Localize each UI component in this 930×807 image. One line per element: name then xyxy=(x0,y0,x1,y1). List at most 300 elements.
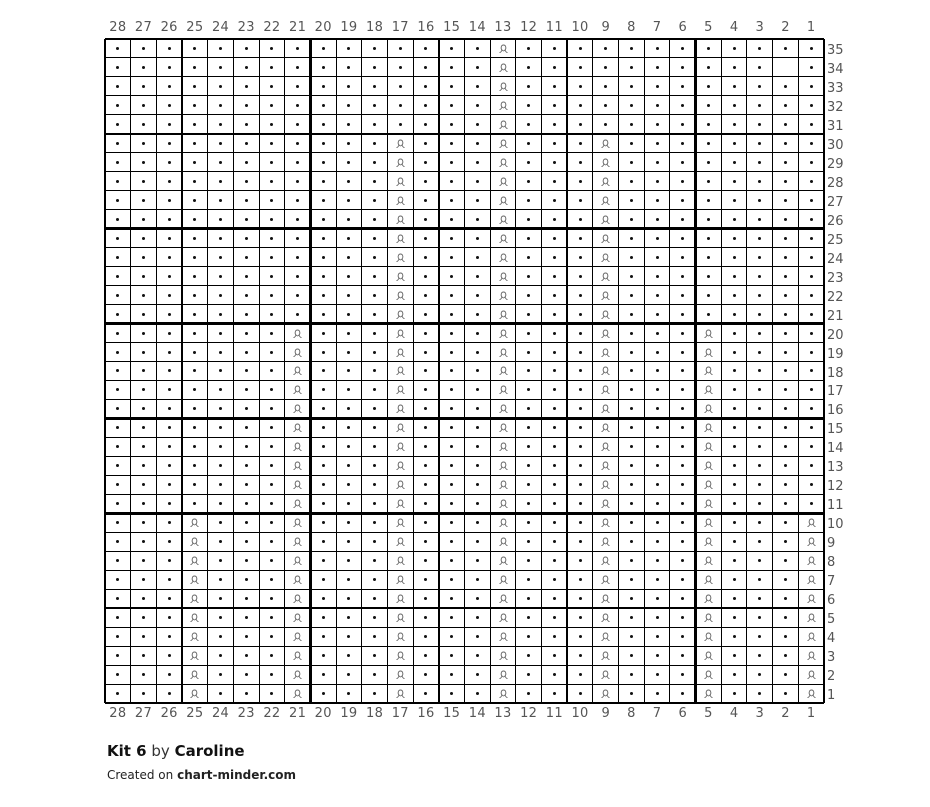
purl-dot-icon xyxy=(296,85,299,88)
column-number: 8 xyxy=(627,706,636,721)
twisted-stitch-icon xyxy=(498,62,509,73)
purl-dot-icon xyxy=(142,559,145,562)
purl-dot-icon xyxy=(784,256,787,259)
chart-cell xyxy=(105,58,131,77)
purl-dot-icon xyxy=(630,218,633,221)
chart-cell xyxy=(593,456,619,475)
chart-cell xyxy=(285,551,311,570)
purl-dot-icon xyxy=(116,464,119,467)
chart-cell xyxy=(208,58,234,77)
chart-cell xyxy=(105,646,131,665)
purl-dot-icon xyxy=(322,559,325,562)
purl-dot-icon xyxy=(347,294,350,297)
chart-cell xyxy=(208,362,234,381)
chart-cell xyxy=(182,380,208,399)
grid-line xyxy=(541,39,542,703)
purl-dot-icon xyxy=(347,540,350,543)
chart-cell xyxy=(413,589,439,608)
chart-cell xyxy=(439,248,465,267)
chart-cell xyxy=(310,286,336,305)
purl-dot-icon xyxy=(424,673,427,676)
purl-dot-icon xyxy=(784,351,787,354)
purl-dot-icon xyxy=(733,426,736,429)
purl-dot-icon xyxy=(476,407,479,410)
chart-cell xyxy=(619,324,645,343)
chart-cell xyxy=(259,172,285,191)
chart-cell xyxy=(567,380,593,399)
purl-dot-icon xyxy=(527,388,530,391)
purl-dot-icon xyxy=(142,502,145,505)
chart-cell xyxy=(465,437,491,456)
purl-dot-icon xyxy=(168,692,171,695)
chart-cell xyxy=(208,665,234,684)
chart-cell xyxy=(387,665,413,684)
chart-cell xyxy=(208,399,234,418)
chart-cell xyxy=(798,286,824,305)
row-number: 5 xyxy=(827,612,836,628)
chart-cell xyxy=(567,362,593,381)
chart-cell xyxy=(644,191,670,210)
chart-cell xyxy=(798,191,824,210)
twisted-stitch-icon xyxy=(498,365,509,376)
purl-dot-icon xyxy=(270,445,273,448)
chart-cell xyxy=(208,153,234,172)
purl-dot-icon xyxy=(758,369,761,372)
purl-dot-icon xyxy=(656,313,659,316)
chart-cell xyxy=(747,589,773,608)
chart-cell xyxy=(798,115,824,134)
column-number: 16 xyxy=(417,706,435,721)
purl-dot-icon xyxy=(630,654,633,657)
chart-cell xyxy=(542,191,568,210)
chart-cell xyxy=(721,665,747,684)
purl-dot-icon xyxy=(373,597,376,600)
chart-cell xyxy=(233,684,259,703)
chart-cell xyxy=(182,286,208,305)
purl-dot-icon xyxy=(270,654,273,657)
purl-dot-icon xyxy=(322,180,325,183)
purl-dot-icon xyxy=(733,351,736,354)
purl-dot-icon xyxy=(579,85,582,88)
chart-cell xyxy=(413,418,439,437)
purl-dot-icon xyxy=(322,294,325,297)
chart-cell xyxy=(208,589,234,608)
purl-dot-icon xyxy=(270,85,273,88)
chart-cell xyxy=(259,532,285,551)
chart-cell xyxy=(156,58,182,77)
chart-cell xyxy=(285,134,311,153)
chart-cell xyxy=(387,343,413,362)
chart-cell xyxy=(259,362,285,381)
chart-cell xyxy=(465,362,491,381)
chart-cell xyxy=(259,286,285,305)
chart-cell xyxy=(798,77,824,96)
chart-cell xyxy=(490,324,516,343)
chart-cell xyxy=(439,456,465,475)
twisted-stitch-icon xyxy=(600,593,611,604)
purl-dot-icon xyxy=(681,66,684,69)
row-number: 8 xyxy=(827,555,836,571)
purl-dot-icon xyxy=(656,85,659,88)
grid-line xyxy=(181,39,184,703)
purl-dot-icon xyxy=(296,199,299,202)
chart-cell xyxy=(362,684,388,703)
purl-dot-icon xyxy=(347,464,350,467)
pattern-title xyxy=(107,742,245,760)
purl-dot-icon xyxy=(116,578,119,581)
chart-cell xyxy=(516,418,542,437)
chart-cell xyxy=(670,248,696,267)
chart-cell xyxy=(131,172,157,191)
chart-cell xyxy=(773,513,799,532)
chart-cell xyxy=(310,646,336,665)
purl-dot-icon xyxy=(681,369,684,372)
chart-cell xyxy=(773,58,799,77)
purl-dot-icon xyxy=(579,142,582,145)
chart-cell xyxy=(773,172,799,191)
chart-cell xyxy=(747,627,773,646)
chart-cell xyxy=(721,608,747,627)
purl-dot-icon xyxy=(219,123,222,126)
chart-cell xyxy=(670,399,696,418)
purl-dot-icon xyxy=(245,256,248,259)
column-number: 28 xyxy=(109,20,127,35)
chart-cell xyxy=(721,494,747,513)
created-on-text: Created on xyxy=(107,768,174,782)
chart-cell xyxy=(542,58,568,77)
grid-line xyxy=(105,702,824,705)
column-number: 11 xyxy=(545,20,563,35)
purl-dot-icon xyxy=(142,426,145,429)
purl-dot-icon xyxy=(450,407,453,410)
twisted-stitch-icon xyxy=(806,517,817,528)
purl-dot-icon xyxy=(424,369,427,372)
purl-dot-icon xyxy=(810,218,813,221)
chart-cell xyxy=(696,456,722,475)
chart-cell xyxy=(567,570,593,589)
chart-cell xyxy=(362,362,388,381)
chart-cell xyxy=(310,456,336,475)
chart-cell xyxy=(105,437,131,456)
purl-dot-icon xyxy=(604,104,607,107)
twisted-stitch-icon xyxy=(395,612,406,623)
purl-dot-icon xyxy=(424,332,427,335)
column-number: 12 xyxy=(520,706,538,721)
chart-cell xyxy=(156,475,182,494)
twisted-stitch-icon xyxy=(498,328,509,339)
purl-dot-icon xyxy=(193,104,196,107)
purl-dot-icon xyxy=(347,180,350,183)
purl-dot-icon xyxy=(758,464,761,467)
purl-dot-icon xyxy=(450,218,453,221)
chart-cell xyxy=(644,286,670,305)
twisted-stitch-icon xyxy=(806,555,817,566)
chart-cell xyxy=(259,229,285,248)
chart-cell xyxy=(670,589,696,608)
chart-cell xyxy=(310,437,336,456)
purl-dot-icon xyxy=(322,351,325,354)
chart-cell xyxy=(413,399,439,418)
purl-dot-icon xyxy=(656,123,659,126)
purl-dot-icon xyxy=(193,332,196,335)
twisted-stitch-icon xyxy=(189,536,200,547)
purl-dot-icon xyxy=(656,199,659,202)
purl-dot-icon xyxy=(245,332,248,335)
grid-line xyxy=(798,39,799,703)
purl-dot-icon xyxy=(810,256,813,259)
purl-dot-icon xyxy=(553,351,556,354)
chart-cell xyxy=(439,305,465,324)
chart-cell xyxy=(696,646,722,665)
purl-dot-icon xyxy=(579,332,582,335)
chart-cell xyxy=(542,646,568,665)
chart-cell xyxy=(567,153,593,172)
grid-line xyxy=(105,551,824,552)
chart-cell xyxy=(387,39,413,58)
chart-cell xyxy=(208,475,234,494)
site-link[interactable]: chart-minder.com xyxy=(177,768,296,782)
purl-dot-icon xyxy=(758,426,761,429)
purl-dot-icon xyxy=(116,388,119,391)
chart-cell xyxy=(542,627,568,646)
chart-cell xyxy=(773,362,799,381)
twisted-stitch-icon xyxy=(292,328,303,339)
chart-cell xyxy=(362,513,388,532)
chart-cell xyxy=(208,343,234,362)
chart-cell xyxy=(259,380,285,399)
row-number: 30 xyxy=(827,137,844,153)
chart-cell xyxy=(721,418,747,437)
chart-cell xyxy=(516,39,542,58)
purl-dot-icon xyxy=(373,464,376,467)
purl-dot-icon xyxy=(116,369,119,372)
purl-dot-icon xyxy=(810,388,813,391)
chart-cell xyxy=(439,437,465,456)
chart-cell xyxy=(747,172,773,191)
purl-dot-icon xyxy=(579,66,582,69)
twisted-stitch-icon xyxy=(600,555,611,566)
chart-cell xyxy=(567,551,593,570)
chart-cell xyxy=(696,191,722,210)
twisted-stitch-icon xyxy=(600,631,611,642)
twisted-stitch-icon xyxy=(498,138,509,149)
purl-dot-icon xyxy=(116,635,119,638)
purl-dot-icon xyxy=(142,521,145,524)
chart-cell xyxy=(773,684,799,703)
purl-dot-icon xyxy=(553,483,556,486)
purl-dot-icon xyxy=(347,199,350,202)
chart-cell xyxy=(208,248,234,267)
chart-cell xyxy=(208,418,234,437)
chart-cell xyxy=(413,570,439,589)
chart-cell xyxy=(490,229,516,248)
purl-dot-icon xyxy=(270,407,273,410)
purl-dot-icon xyxy=(219,332,222,335)
chart-cell xyxy=(567,210,593,229)
twisted-stitch-icon xyxy=(395,214,406,225)
purl-dot-icon xyxy=(450,85,453,88)
chart-cell xyxy=(619,96,645,115)
chart-cell xyxy=(362,456,388,475)
chart-cell xyxy=(439,589,465,608)
purl-dot-icon xyxy=(553,161,556,164)
chart-cell xyxy=(182,456,208,475)
chart-cell xyxy=(233,418,259,437)
purl-dot-icon xyxy=(810,142,813,145)
purl-dot-icon xyxy=(424,521,427,524)
chart-cell xyxy=(619,343,645,362)
chart-cell xyxy=(670,513,696,532)
twisted-stitch-icon xyxy=(292,555,303,566)
chart-cell xyxy=(747,267,773,286)
purl-dot-icon xyxy=(784,218,787,221)
chart-cell xyxy=(105,305,131,324)
chart-cell xyxy=(131,343,157,362)
chart-cell xyxy=(747,286,773,305)
chart-cell xyxy=(439,77,465,96)
twisted-stitch-icon xyxy=(703,517,714,528)
purl-dot-icon xyxy=(347,597,350,600)
chart-cell xyxy=(593,627,619,646)
row-number: 22 xyxy=(827,289,844,305)
purl-dot-icon xyxy=(168,445,171,448)
chart-cell xyxy=(131,248,157,267)
chart-cell xyxy=(208,513,234,532)
chart-cell xyxy=(131,665,157,684)
purl-dot-icon xyxy=(450,578,453,581)
grid-line xyxy=(105,227,824,230)
chart-cell xyxy=(721,134,747,153)
twisted-stitch-icon xyxy=(395,441,406,452)
twisted-stitch-icon xyxy=(600,650,611,661)
chart-cell xyxy=(336,172,362,191)
chart-cell xyxy=(233,77,259,96)
twisted-stitch-icon xyxy=(498,271,509,282)
chart-cell xyxy=(773,494,799,513)
purl-dot-icon xyxy=(116,47,119,50)
chart-cell xyxy=(490,589,516,608)
chart-cell xyxy=(773,627,799,646)
chart-cell xyxy=(619,456,645,475)
chart-cell xyxy=(182,343,208,362)
purl-dot-icon xyxy=(707,161,710,164)
purl-dot-icon xyxy=(707,123,710,126)
purl-dot-icon xyxy=(707,47,710,50)
purl-dot-icon xyxy=(116,66,119,69)
chart-cell xyxy=(773,456,799,475)
grid-line xyxy=(105,209,824,210)
chart-cell xyxy=(439,532,465,551)
purl-dot-icon xyxy=(193,351,196,354)
purl-dot-icon xyxy=(245,464,248,467)
purl-dot-icon xyxy=(681,332,684,335)
purl-dot-icon xyxy=(270,369,273,372)
chart-cell xyxy=(773,324,799,343)
chart-cell xyxy=(619,589,645,608)
purl-dot-icon xyxy=(296,313,299,316)
twisted-stitch-icon xyxy=(498,347,509,358)
chart-cell xyxy=(798,437,824,456)
purl-dot-icon xyxy=(347,616,350,619)
purl-dot-icon xyxy=(527,483,530,486)
grid-line xyxy=(566,39,569,703)
row-number: 27 xyxy=(827,194,844,210)
column-number: 23 xyxy=(237,706,255,721)
purl-dot-icon xyxy=(527,237,530,240)
twisted-stitch-icon xyxy=(292,631,303,642)
chart-cell xyxy=(336,77,362,96)
chart-cell xyxy=(259,684,285,703)
purl-dot-icon xyxy=(656,237,659,240)
purl-dot-icon xyxy=(142,388,145,391)
chart-cell xyxy=(773,399,799,418)
purl-dot-icon xyxy=(681,616,684,619)
chart-cell xyxy=(670,475,696,494)
purl-dot-icon xyxy=(527,123,530,126)
twisted-stitch-icon xyxy=(600,365,611,376)
chart-cell xyxy=(593,172,619,191)
purl-dot-icon xyxy=(450,142,453,145)
chart-cell xyxy=(156,134,182,153)
purl-dot-icon xyxy=(476,66,479,69)
chart-cell xyxy=(773,39,799,58)
purl-dot-icon xyxy=(270,199,273,202)
chart-cell xyxy=(516,305,542,324)
purl-dot-icon xyxy=(450,388,453,391)
purl-dot-icon xyxy=(733,313,736,316)
twisted-stitch-icon xyxy=(189,650,200,661)
purl-dot-icon xyxy=(527,578,530,581)
chart-cell xyxy=(182,267,208,286)
chart-cell xyxy=(182,532,208,551)
purl-dot-icon xyxy=(579,161,582,164)
purl-dot-icon xyxy=(245,597,248,600)
purl-dot-icon xyxy=(142,464,145,467)
purl-dot-icon xyxy=(810,445,813,448)
chart-cell xyxy=(593,399,619,418)
row-number: 12 xyxy=(827,479,844,495)
purl-dot-icon xyxy=(424,123,427,126)
row-number: 19 xyxy=(827,346,844,362)
purl-dot-icon xyxy=(450,616,453,619)
purl-dot-icon xyxy=(116,332,119,335)
chart-cell xyxy=(156,608,182,627)
chart-cell xyxy=(516,248,542,267)
chart-cell xyxy=(208,77,234,96)
chart-cell xyxy=(798,96,824,115)
purl-dot-icon xyxy=(347,445,350,448)
purl-dot-icon xyxy=(579,692,582,695)
purl-dot-icon xyxy=(784,237,787,240)
chart-cell xyxy=(156,551,182,570)
chart-cell xyxy=(233,608,259,627)
chart-cell xyxy=(644,267,670,286)
grid-line xyxy=(309,39,312,703)
purl-dot-icon xyxy=(579,426,582,429)
chart-cell xyxy=(259,399,285,418)
chart-cell xyxy=(619,684,645,703)
grid-line xyxy=(105,57,824,58)
chart-cell xyxy=(310,380,336,399)
purl-dot-icon xyxy=(579,369,582,372)
chart-cell xyxy=(413,608,439,627)
chart-cell xyxy=(670,134,696,153)
chart-cell xyxy=(413,343,439,362)
purl-dot-icon xyxy=(116,502,119,505)
chart-cell xyxy=(490,551,516,570)
chart-cell xyxy=(747,684,773,703)
grid-line xyxy=(105,247,824,248)
